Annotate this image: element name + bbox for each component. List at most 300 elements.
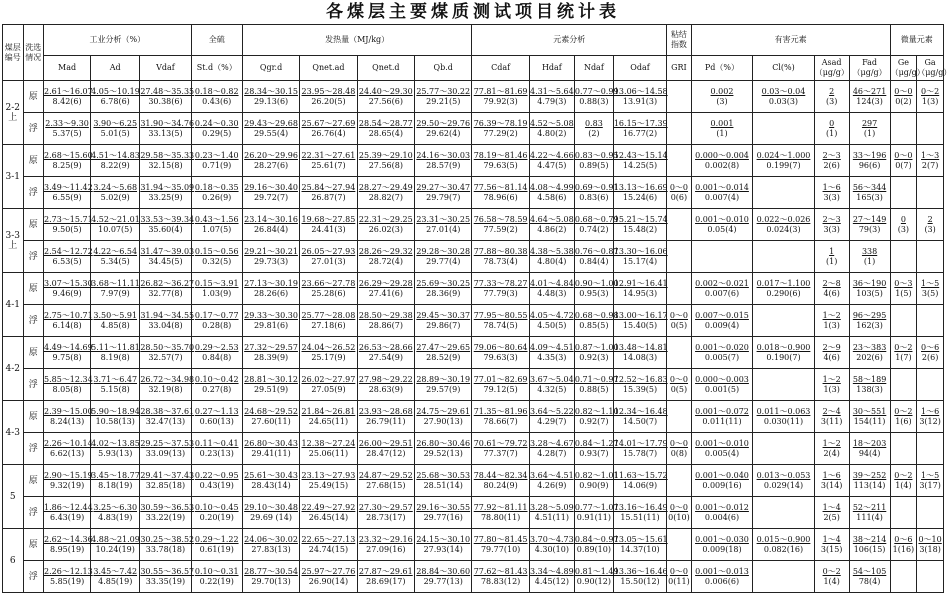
data-cell — [415, 497, 472, 529]
mean-value: 4.80(4) — [537, 256, 567, 266]
mean-value: 0.88(3) — [579, 96, 609, 106]
data-cell — [574, 209, 619, 241]
mean-value: 0.29(5) — [202, 128, 232, 138]
data-cell — [300, 113, 357, 145]
mean-value: 0.89(5) — [579, 160, 609, 170]
range-value: 28.81～30.12 — [244, 374, 298, 384]
mean-value: 79.12(5) — [483, 384, 518, 394]
data-cell — [849, 273, 890, 305]
table-row — [3, 81, 944, 113]
range-value: 26.05～27.93 — [301, 246, 356, 256]
range-value: 71.35～81.96 — [473, 406, 528, 416]
range-value: 22.49～27.92 — [301, 502, 356, 512]
mean-value: 154(11) — [853, 416, 886, 426]
range-value: 27～149 — [852, 214, 887, 224]
mean-value: 78.73(4) — [483, 256, 518, 266]
data-cell — [357, 81, 414, 113]
range-value: 1～3 — [921, 150, 940, 160]
table-row — [3, 145, 944, 177]
range-value: 24.87～29.52 — [358, 470, 413, 480]
range-value: 26.80～30.43 — [244, 438, 298, 448]
data-cell — [242, 209, 299, 241]
data-cell — [44, 433, 91, 465]
table-title: 各煤层主要煤质测试项目统计表 — [326, 2, 620, 22]
data-cell — [917, 433, 944, 465]
mean-value: 94(4) — [858, 448, 881, 458]
data-cell — [300, 241, 357, 273]
coal-quality-table — [2, 24, 951, 593]
range-value: 0.001 — [710, 118, 734, 128]
range-value: 3.68～11.11 — [91, 278, 140, 288]
range-value: 30.55～36.57 — [140, 566, 195, 576]
mean-value: 27.60(11) — [251, 416, 291, 426]
mean-value: 0.05(4) — [707, 224, 737, 234]
data-cell — [814, 81, 849, 113]
range-value: 77.95～80.55 — [473, 310, 528, 320]
mean-value: 14.06(9) — [622, 480, 658, 490]
mean-value: 27.18(6) — [311, 320, 346, 330]
range-value: 3.45～7.42 — [93, 566, 138, 576]
data-cell — [890, 369, 917, 401]
range-value: 0.011～0.063 — [756, 406, 811, 416]
data-cell — [814, 305, 849, 337]
mean-value: 15.24(6) — [622, 192, 658, 202]
header-seam: 煤层编号 — [3, 25, 24, 81]
range-value: 2.61～16.07 — [44, 86, 93, 96]
mean-value: 0.011(11) — [702, 416, 742, 426]
range-value: 4.31～5.64 — [530, 86, 574, 96]
col-header: Mad — [44, 56, 91, 81]
mean-value: 80.24(9) — [483, 480, 518, 490]
mean-value: (1) — [863, 256, 876, 266]
range-value: 1～2 — [822, 374, 841, 384]
data-cell — [44, 273, 91, 305]
range-value: 28.54～28.77 — [358, 118, 413, 128]
mean-value: 29.77(4) — [426, 256, 461, 266]
data-cell — [415, 273, 472, 305]
data-cell — [242, 369, 299, 401]
mean-value: 29.70(13) — [251, 576, 291, 586]
mean-value: 28.72(4) — [368, 256, 403, 266]
table-row — [3, 241, 944, 273]
range-value: 0.015～0.900 — [756, 534, 811, 544]
data-cell — [667, 209, 692, 241]
data-cell — [529, 369, 574, 401]
range-value: 13.05～15.61 — [613, 534, 668, 544]
table-row — [3, 337, 944, 369]
col-header: Vdaf — [140, 56, 191, 81]
range-value: 77.62～81.43 — [473, 566, 528, 576]
data-cell — [890, 401, 917, 433]
data-cell — [691, 497, 753, 529]
data-cell — [917, 209, 944, 241]
data-cell — [691, 145, 753, 177]
data-cell — [415, 177, 472, 209]
col-header: Ndaf — [574, 56, 613, 81]
data-cell — [574, 81, 619, 113]
range-value: 27.98～29.22 — [358, 374, 413, 384]
mean-value: 14.37(10) — [620, 544, 660, 554]
data-cell — [357, 465, 414, 497]
mean-value: 15.78(7) — [622, 448, 658, 458]
mean-value: 24.74(15) — [308, 544, 349, 554]
mean-value: 138(3) — [856, 384, 883, 394]
data-cell — [472, 273, 529, 305]
data-cell — [753, 241, 815, 273]
range-value: 1～4 — [822, 534, 841, 544]
mean-value: 4.35(3) — [537, 352, 567, 362]
range-value: 3.50～5.91 — [93, 310, 138, 320]
mean-value: 28.82(7) — [368, 192, 403, 202]
data-cell — [849, 209, 890, 241]
mean-value: 4(6) — [823, 288, 840, 298]
mean-value: 27.83(13) — [251, 544, 291, 554]
data-cell — [472, 81, 529, 113]
col-header: GRI — [667, 56, 692, 81]
data-cell — [667, 305, 692, 337]
data-cell — [613, 241, 666, 273]
data-cell — [242, 337, 299, 369]
mean-value: 28.57(9) — [426, 160, 461, 170]
mean-value: 6.55(9) — [52, 192, 82, 202]
data-cell — [357, 113, 414, 145]
data-cell — [613, 177, 666, 209]
data-cell — [849, 433, 890, 465]
mean-value: 0.009(16) — [702, 480, 742, 490]
data-cell — [667, 337, 692, 369]
data-cell — [357, 497, 414, 529]
data-cell — [574, 369, 619, 401]
data-cell — [814, 145, 849, 177]
range-value: 13.06～14.58 — [613, 86, 668, 96]
data-cell — [917, 305, 944, 337]
data-cell — [691, 177, 753, 209]
range-value: 30.59～36.53 — [140, 502, 195, 512]
range-value: 4.52～5.08 — [530, 118, 574, 128]
mean-value: 3(11) — [820, 416, 843, 426]
data-cell — [242, 305, 299, 337]
mean-value: 5.85(19) — [49, 576, 85, 586]
range-value: 26.29～29.28 — [358, 278, 413, 288]
range-value: 0～2 — [894, 406, 913, 416]
range-value: 297 — [861, 118, 878, 128]
range-value: 0～3 — [894, 278, 913, 288]
data-cell — [415, 465, 472, 497]
data-cell — [753, 497, 815, 529]
mean-value: 29.86(7) — [426, 320, 461, 330]
data-cell — [472, 529, 529, 561]
mean-value: 10.24(19) — [95, 544, 135, 554]
table-row — [3, 465, 944, 497]
data-cell — [415, 401, 472, 433]
data-cell — [191, 497, 242, 529]
mean-value: 0.90(9) — [579, 480, 609, 490]
data-cell — [242, 113, 299, 145]
data-cell — [529, 273, 574, 305]
range-value: 4.02～13.85 — [91, 438, 140, 448]
range-value: 29.33～30.30 — [244, 310, 298, 320]
data-cell — [300, 529, 357, 561]
mean-value: 0.92(7) — [579, 416, 609, 426]
range-value: 96～295 — [852, 310, 887, 320]
data-cell — [849, 529, 890, 561]
mean-value: 2(5) — [823, 512, 840, 522]
data-cell — [613, 369, 666, 401]
range-value: 39～252 — [852, 470, 887, 480]
data-cell — [814, 241, 849, 273]
mean-value: 0.199(7) — [766, 160, 801, 170]
range-value: 70.61～79.72 — [473, 438, 528, 448]
data-cell — [574, 465, 619, 497]
range-value: 0～6 — [921, 342, 940, 352]
header-sulfur: 全硫 — [191, 25, 242, 56]
data-cell — [667, 497, 692, 529]
data-cell — [890, 177, 917, 209]
range-value: 23.66～27.78 — [301, 278, 356, 288]
mean-value: 4(6) — [823, 352, 840, 362]
mean-value: 26.20(5) — [311, 96, 346, 106]
data-cell — [91, 465, 140, 497]
mean-value: 0.024(3) — [766, 224, 801, 234]
data-cell — [691, 561, 753, 593]
mean-value: 28.69(17) — [366, 576, 406, 586]
range-value: 0 — [900, 214, 906, 224]
range-value: 0.81～1.49 — [574, 566, 619, 576]
range-value: 27.13～30.19 — [244, 278, 298, 288]
range-value: 25.61～30.43 — [244, 470, 298, 480]
range-value: 0.18～0.82 — [194, 86, 239, 96]
prep-type: 浮 — [23, 241, 44, 273]
data-cell — [529, 241, 574, 273]
mean-value: 0.32(5) — [202, 256, 232, 266]
range-value: 46～271 — [852, 86, 887, 96]
range-value: 31.94～35.09 — [140, 182, 195, 192]
data-cell — [472, 433, 529, 465]
range-value: 4.64～5.08 — [530, 214, 574, 224]
data-cell — [917, 241, 944, 273]
mean-value: 2(7) — [921, 160, 939, 170]
range-value: 2～9 — [822, 342, 841, 352]
mean-value: (2) — [588, 128, 600, 138]
range-value: 13.00～16.17 — [613, 310, 668, 320]
mean-value: 78.96(6) — [483, 192, 518, 202]
range-value: 0.83～0.95 — [574, 150, 619, 160]
prep-type: 原 — [23, 465, 44, 497]
range-value: 2.26～10.14 — [44, 438, 93, 448]
mean-value: (3) — [825, 96, 838, 106]
mean-value: 4.86(2) — [537, 224, 567, 234]
data-cell — [890, 273, 917, 305]
mean-value: 5.15(8) — [100, 384, 130, 394]
range-value: 0.83 — [584, 118, 603, 128]
range-value: 0～0 — [669, 374, 689, 384]
range-value: 25.84～27.94 — [301, 182, 356, 192]
range-value: 0.018～0.900 — [756, 342, 811, 352]
data-cell — [917, 81, 944, 113]
mean-value: 0.28(8) — [202, 320, 232, 330]
range-value: 24.16～30.03 — [416, 150, 471, 160]
data-cell — [917, 113, 944, 145]
data-cell — [300, 337, 357, 369]
range-value: 14.01～17.79 — [613, 438, 668, 448]
range-value: 29.16～30.40 — [244, 182, 298, 192]
data-cell — [415, 241, 472, 273]
mean-value: 29.52(13) — [423, 448, 463, 458]
mean-value: 26.45(14) — [308, 512, 349, 522]
range-value: 76.39～78.19 — [473, 118, 528, 128]
range-value: 0.84～0.97 — [574, 534, 619, 544]
data-cell — [574, 305, 619, 337]
mean-value: 25.61(7) — [311, 160, 346, 170]
data-cell — [574, 529, 619, 561]
range-value: 25.77～28.08 — [301, 310, 356, 320]
data-cell — [753, 177, 815, 209]
data-cell — [191, 81, 242, 113]
mean-value: 3(18) — [919, 544, 941, 554]
range-value: 1～2 — [822, 310, 841, 320]
range-value: 0.024～1.000 — [756, 150, 811, 160]
range-value: 0.22～0.95 — [194, 470, 239, 480]
range-value: 28.26～29.32 — [358, 246, 413, 256]
mean-value: 0.03(3) — [768, 96, 799, 106]
mean-value: 30.38(6) — [148, 96, 183, 106]
mean-value: 4.26(9) — [537, 480, 567, 490]
range-value: 0.007～0.015 — [695, 310, 749, 320]
range-value: 3.71～6.47 — [93, 374, 138, 384]
data-cell — [242, 241, 299, 273]
mean-value: 0.43(6) — [202, 96, 232, 106]
range-value: 0.76～0.87 — [574, 246, 619, 256]
data-cell — [300, 497, 357, 529]
range-value: 3.28～5.09 — [530, 502, 574, 512]
mean-value: 4.29(7) — [537, 416, 567, 426]
data-cell — [191, 337, 242, 369]
range-value: 29.27～30.47 — [416, 182, 471, 192]
range-value: 3.07～15.30 — [44, 278, 93, 288]
range-value: 12.34～16.48 — [613, 406, 668, 416]
range-value: 2～3 — [822, 150, 841, 160]
data-cell — [613, 465, 666, 497]
data-cell — [529, 209, 574, 241]
data-cell — [140, 529, 195, 561]
table-row — [3, 209, 944, 241]
data-cell — [890, 497, 917, 529]
mean-value: 25.06(11) — [308, 448, 349, 458]
mean-value: 4.45(12) — [534, 576, 569, 586]
range-value: 28.77～30.54 — [244, 566, 298, 576]
range-value: 24.75～29.61 — [416, 406, 471, 416]
data-cell — [574, 401, 619, 433]
data-cell — [357, 209, 414, 241]
mean-value: 28.86(7) — [368, 320, 403, 330]
data-cell — [472, 113, 529, 145]
range-value: 1～6 — [822, 182, 841, 192]
range-value: 12.91～16.41 — [613, 278, 668, 288]
mean-value: 26.90(14) — [308, 576, 349, 586]
data-cell — [44, 241, 91, 273]
range-value: 13.36～16.46 — [613, 566, 668, 576]
mean-value: (3) — [924, 224, 936, 234]
range-value: 0.002 — [710, 86, 734, 96]
mean-value: 1(6) — [895, 416, 912, 426]
data-cell — [415, 305, 472, 337]
mean-value: 3(17) — [919, 480, 941, 490]
data-cell — [691, 369, 753, 401]
mean-value: 33.25(9) — [148, 192, 183, 202]
mean-value: 1(3) — [921, 96, 939, 106]
mean-value: 4.47(5) — [537, 160, 567, 170]
data-cell — [140, 561, 195, 593]
range-value: 38～214 — [852, 534, 887, 544]
data-cell — [890, 241, 917, 273]
mean-value: 29.73(3) — [253, 256, 289, 266]
data-cell — [91, 273, 140, 305]
data-cell — [667, 81, 692, 113]
data-cell — [357, 273, 414, 305]
mean-value: 10.58(13) — [95, 416, 135, 426]
data-cell — [613, 145, 666, 177]
range-value: 30.25～38.52 — [140, 534, 195, 544]
range-value: 28.50～29.38 — [358, 310, 413, 320]
range-value: 1～4 — [822, 502, 841, 512]
range-value: 27.47～29.65 — [416, 342, 471, 352]
range-value: 3.67～5.04 — [530, 374, 574, 384]
range-value: 26.02～27.97 — [301, 374, 356, 384]
data-cell — [415, 529, 472, 561]
mean-value: 7.97(9) — [100, 288, 130, 298]
seam-id: 4-1 — [3, 273, 24, 337]
data-cell — [357, 369, 414, 401]
range-value: 29.10～30.48 — [244, 502, 298, 512]
seam-id: 3-3上 — [3, 209, 24, 273]
range-value: 0.84～1.27 — [574, 438, 619, 448]
mean-value: 27.56(6) — [368, 96, 403, 106]
data-cell — [191, 209, 242, 241]
data-cell — [849, 177, 890, 209]
range-value: 26.20～29.96 — [244, 150, 298, 160]
range-value: 30～551 — [852, 406, 887, 416]
range-value: 78.19～81.46 — [473, 150, 528, 160]
range-value: 2.62～14.36 — [44, 534, 93, 544]
mean-value: 10.07(5) — [98, 224, 133, 234]
data-cell — [691, 209, 753, 241]
mean-value: 1(3) — [823, 384, 840, 394]
mean-value: 14.95(3) — [622, 288, 658, 298]
range-value: 24.15～30.10 — [416, 534, 471, 544]
data-cell — [529, 337, 574, 369]
mean-value: 0.91(11) — [576, 512, 611, 522]
mean-value: 0.61(19) — [199, 544, 234, 554]
mean-value: 26.84(4) — [253, 224, 289, 234]
mean-value: 79(3) — [858, 224, 881, 234]
table-row — [3, 529, 944, 561]
mean-value: 0.60(13) — [199, 416, 234, 426]
data-cell — [890, 433, 917, 465]
range-value: 0.23～1.40 — [194, 150, 239, 160]
data-cell — [890, 465, 917, 497]
data-cell — [91, 145, 140, 177]
range-value: 0.001～0.020 — [695, 342, 749, 352]
mean-value: 25.49(15) — [308, 480, 349, 490]
range-value: 29.28～30.28 — [416, 246, 471, 256]
range-value: 13.16～16.49 — [613, 502, 668, 512]
range-value: 24.04～26.52 — [301, 342, 356, 352]
mean-value: 29.57(9) — [426, 384, 461, 394]
range-value: 29.41～37.43 — [140, 470, 195, 480]
range-value: 28.38～37.61 — [140, 406, 195, 416]
data-cell — [91, 433, 140, 465]
range-value: 29.16～30.55 — [416, 502, 471, 512]
